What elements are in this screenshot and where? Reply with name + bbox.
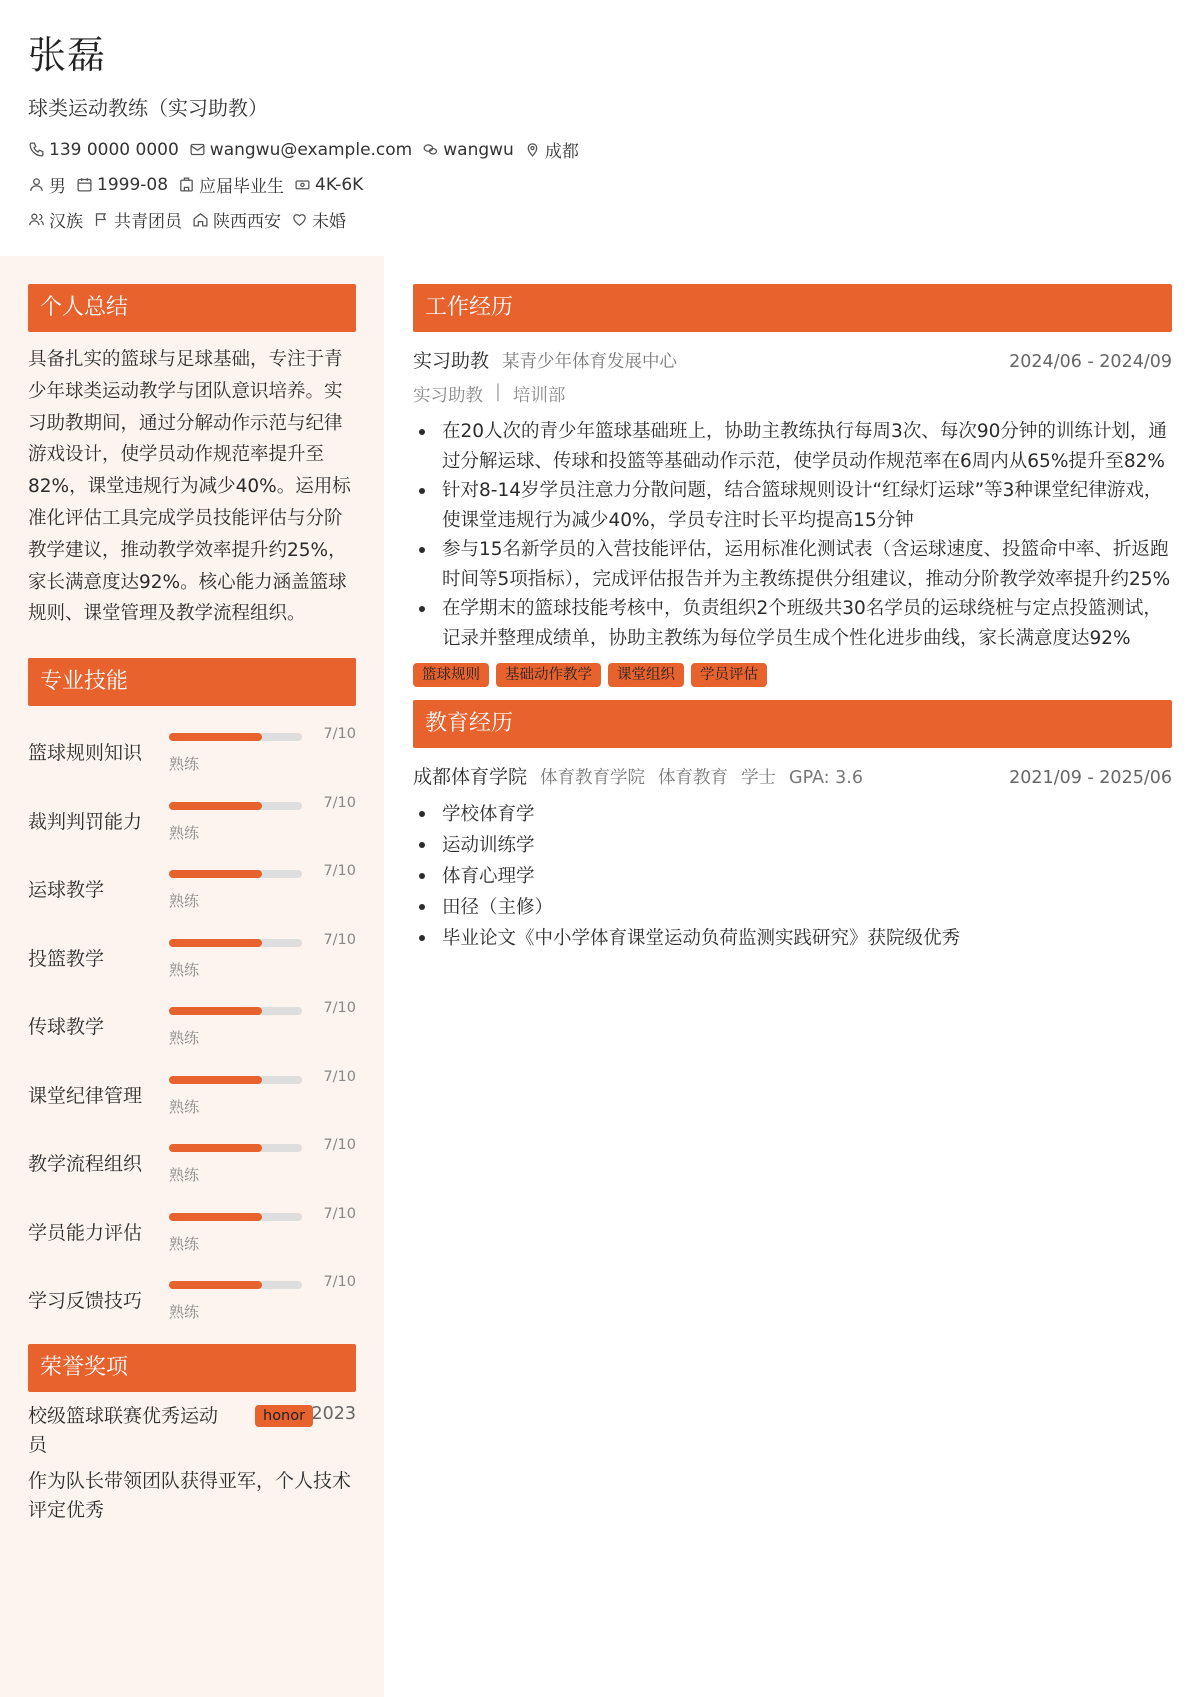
info-row-personal (28, 167, 1168, 202)
gender-item (28, 172, 66, 197)
hometown-text: 陕西西安 (213, 212, 281, 232)
skill-bar (169, 1213, 302, 1221)
skill-level: 熟练 (169, 1029, 200, 1048)
skill-score: 7/10 (323, 794, 356, 811)
skill-score: 7/10 (323, 863, 356, 880)
marital-text: 未婚 (312, 212, 346, 232)
salary-item (294, 175, 363, 195)
skill-level: 熟练 (169, 1166, 200, 1185)
course-item: 学校体育学 (413, 799, 1172, 830)
skill-score: 7/10 (323, 931, 356, 948)
skill-item (28, 713, 356, 782)
skill-name: 学习反馈技巧 (28, 1290, 143, 1313)
wechat-item (422, 140, 514, 160)
skill-level: 熟练 (169, 1303, 200, 1322)
edu-date: 2021/09 - 2025/06 (1009, 768, 1172, 788)
job-bullets (413, 417, 1172, 653)
info-row-extra (28, 202, 1168, 237)
resume-header (28, 30, 1168, 237)
skill-bar (169, 1076, 302, 1084)
skill-bar-fill (169, 870, 262, 878)
ethnicity-text: 汉族 (49, 212, 83, 232)
honor-year: 2023 (311, 1403, 356, 1424)
gender-text: 男 (49, 177, 66, 197)
skill-bar-fill (169, 939, 262, 947)
skill-bar (169, 1144, 302, 1152)
skill-score: 7/10 (323, 726, 356, 743)
email-item (189, 140, 412, 160)
skill-bar (169, 802, 302, 810)
edu-college: 体育教育学院 (540, 768, 646, 788)
skill-name: 裁判判罚能力 (28, 810, 143, 833)
hometown-item (192, 207, 281, 232)
job-bullet: 针对8-14岁学员注意力分散问题，结合篮球规则设计“红绿灯运球”等3种课堂纪律游戏，使课堂违规行为减少40%，学员专注时长平均提高15分钟 (413, 476, 1172, 535)
skill-score: 7/10 (323, 1137, 356, 1154)
political-item (93, 207, 182, 232)
job-header (413, 346, 1172, 373)
heart-icon (291, 211, 308, 228)
skill-name: 教学流程组织 (28, 1153, 143, 1176)
skill-bar-fill (169, 1007, 262, 1015)
skill-level: 熟练 (169, 892, 200, 911)
skill-score: 7/10 (323, 1205, 356, 1222)
info-row-contact (28, 132, 1168, 167)
skill-bar (169, 1007, 302, 1015)
skill-name: 篮球规则知识 (28, 742, 143, 765)
edu-school: 成都体育学院 (413, 766, 528, 788)
section-header-summary: 个人总结 (28, 284, 356, 332)
money-icon (294, 176, 311, 193)
skill-score: 7/10 (323, 1274, 356, 1291)
wechat-icon (422, 141, 439, 158)
skill-bar-fill (169, 1076, 262, 1084)
edu-gpa: GPA: 3.6 (789, 768, 863, 788)
home-icon (192, 211, 209, 228)
contact-info (28, 132, 1168, 237)
ethnicity-item (28, 207, 83, 232)
skill-level: 熟练 (169, 823, 200, 842)
skill-bar (169, 733, 302, 741)
job-role: 实习助教 (413, 350, 490, 372)
skill-name: 课堂纪律管理 (28, 1084, 143, 1107)
skill-item (28, 1124, 356, 1193)
birth-item (76, 175, 168, 195)
mail-icon (189, 141, 206, 158)
honor-item (28, 1402, 356, 1462)
honor-badge: honor (255, 1405, 313, 1427)
skill-bar-fill (169, 733, 262, 741)
skill-name: 投篮教学 (28, 947, 105, 970)
skill-bar (169, 870, 302, 878)
phone-icon (28, 141, 45, 158)
candidate-name: 张磊 (28, 33, 107, 77)
email-text: wangwu@example.com (209, 139, 413, 160)
location-pin-icon (524, 141, 541, 158)
job-bullet: 在20人次的青少年篮球基础班上，协助主教练执行每周3次、每次90分钟的训练计划，通过分解运球、传球和投篮等基础动作示范，使学员动作规范率在6周内从65%提升至82% (413, 417, 1172, 476)
skill-name: 学员能力评估 (28, 1221, 143, 1244)
skill-tag: 基础动作教学 (496, 663, 601, 687)
skill-name: 传球教学 (28, 1016, 105, 1039)
building-icon (178, 176, 195, 193)
sidebar (28, 284, 356, 1525)
skill-level: 熟练 (169, 960, 200, 979)
skill-tag: 课堂组织 (608, 663, 684, 687)
job-bullet: 参与15名新学员的入营技能评估，运用标准化测试表（含运球速度、投篮命中率、折返跑时间等5项指标），完成评估报告并为主教练提供分组建议，推动分阶教学效率提升约25% (413, 535, 1172, 594)
skill-item (28, 1056, 356, 1125)
section-header-work: 工作经历 (413, 284, 1172, 332)
section-header-education: 教育经历 (413, 700, 1172, 748)
skill-bar-fill (169, 1213, 262, 1221)
skill-score: 7/10 (323, 1000, 356, 1017)
edu-courses (413, 799, 1172, 954)
skills-list (28, 713, 356, 1330)
skill-bar (169, 1281, 302, 1289)
status-text: 应届毕业生 (199, 177, 285, 197)
skill-item (28, 919, 356, 988)
city-item (524, 137, 579, 162)
course-item: 田径（主修） (413, 892, 1172, 923)
section-header-skills: 专业技能 (28, 658, 356, 706)
skill-item (28, 1261, 356, 1330)
marital-item (291, 207, 346, 232)
job-objective: 球类运动教练（实习助教） (28, 96, 268, 120)
edu-degree: 学士 (741, 768, 777, 788)
wechat-text: wangwu (443, 139, 514, 160)
edu-major: 体育教育 (658, 768, 729, 788)
city-text: 成都 (544, 142, 579, 162)
job-company: 某青少年体育发展中心 (502, 352, 678, 372)
skill-tag: 篮球规则 (413, 663, 489, 687)
skill-item (28, 850, 356, 919)
birth-text: 1999-08 (97, 174, 169, 195)
job-position: 实习助教 (413, 386, 483, 406)
calendar-icon (76, 176, 93, 193)
main-content (413, 284, 1172, 954)
skill-level: 熟练 (169, 1097, 200, 1116)
skill-item (28, 987, 356, 1056)
skill-score: 7/10 (323, 1068, 356, 1085)
political-text: 共青团员 (114, 212, 182, 232)
skill-bar-fill (169, 802, 262, 810)
flag-icon (93, 211, 110, 228)
phone-text: 139 0000 0000 (49, 139, 179, 160)
honor-title: 校级篮球联赛优秀运动员 (28, 1404, 219, 1456)
job-department: 培训部 (512, 386, 566, 406)
job-date: 2024/06 - 2024/09 (1009, 352, 1172, 372)
salary-text: 4K-6K (315, 174, 364, 195)
phone-item (28, 140, 179, 160)
course-item: 毕业论文《中小学体育课堂运动负荷监测实践研究》获院级优秀 (413, 923, 1172, 954)
section-header-honors: 荣誉奖项 (28, 1344, 356, 1392)
education-header (413, 762, 1172, 789)
job-bullet: 在学期末的篮球技能考核中，负责组织2个班级共30名学员的运球绕桩与定点投篮测试，记录并整理成绩单，协助主教练为每位学员生成个性化进步曲线，家长满意度达92% (413, 594, 1172, 653)
job-separator: | (495, 382, 501, 402)
users-icon (28, 211, 45, 228)
skill-bar (169, 939, 302, 947)
course-item: 体育心理学 (413, 861, 1172, 892)
course-item: 运动训练学 (413, 830, 1172, 861)
status-item (178, 172, 284, 197)
person-icon (28, 176, 45, 193)
skill-item (28, 1193, 356, 1262)
skill-name: 运球教学 (28, 879, 105, 902)
job-subtitle (413, 382, 1172, 407)
skill-tag: 学员评估 (691, 663, 767, 687)
skill-item (28, 782, 356, 851)
skill-bar-fill (169, 1281, 262, 1289)
summary-text: 具备扎实的篮球与足球基础，专注于青少年球类运动教学与团队意识培养。实习助教期间，通过分解动作示范与纪律游戏设计，使学员动作规范率提升至82%，课堂违规行为减少40%。运用标准化评估工具完成学员技能评估与分阶教学建议，推动教学效率提升约25%，家长满意度达92%。核心能力涵盖篮球规则、课堂管理及教学流程组织。 (28, 349, 351, 625)
job-tags (413, 663, 1172, 687)
skill-bar-fill (169, 1144, 262, 1152)
skill-level: 熟练 (169, 1234, 200, 1253)
skill-level: 熟练 (169, 755, 200, 774)
honor-description: 作为队长带领团队获得亚军，个人技术评定优秀 (28, 1469, 352, 1521)
